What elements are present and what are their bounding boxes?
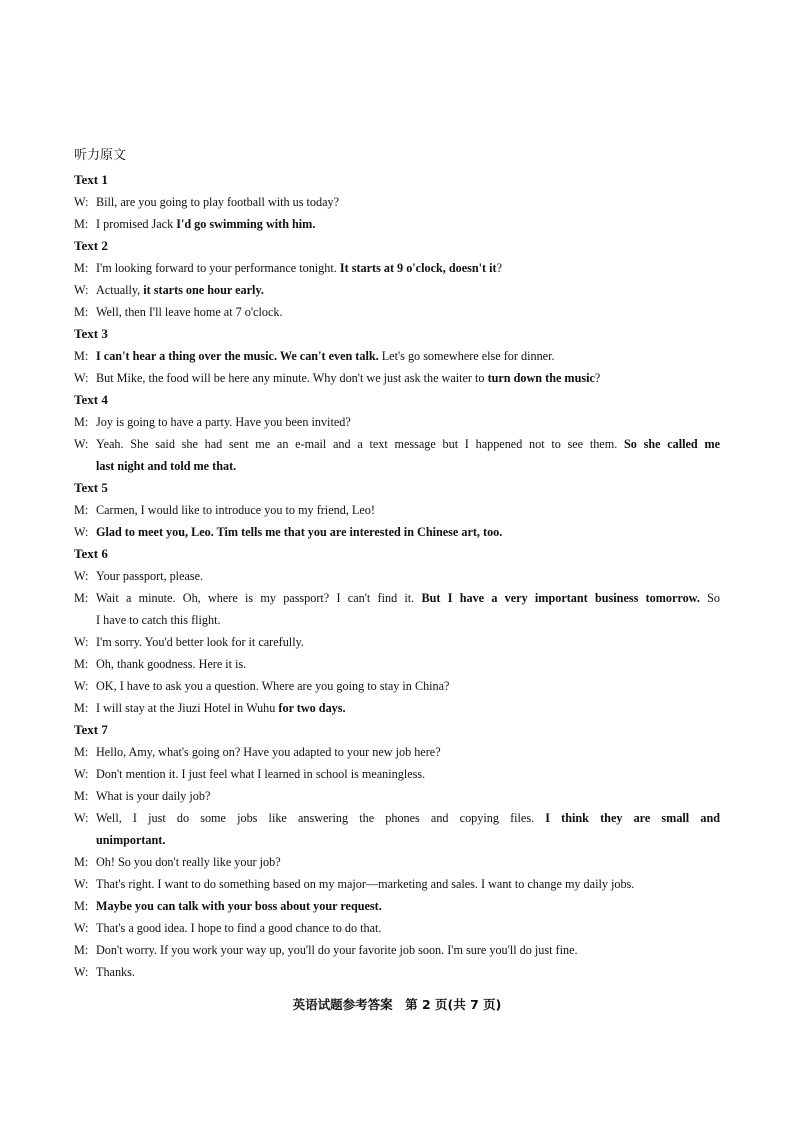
speaker-label: W: xyxy=(74,525,89,539)
utterance-text: That's right. I want to do something based on my major—marketing and sales. I want to change my daily jobs. xyxy=(96,877,635,891)
utterance xyxy=(96,745,441,759)
emphasized-text: I'd go swimming with him. xyxy=(176,217,316,231)
utterance xyxy=(96,283,264,297)
text-heading: Text 2 xyxy=(74,238,108,253)
utterance xyxy=(96,965,135,979)
text-section xyxy=(74,389,720,477)
utterance-text: Carmen, I would like to introduce you to my friend, Leo! xyxy=(96,503,375,517)
dialogue-line xyxy=(74,587,720,609)
dialogue-line-continuation xyxy=(74,609,720,631)
speaker-label: W: xyxy=(74,283,89,297)
emphasized-text: it starts one hour early. xyxy=(143,283,264,297)
dialogue-line xyxy=(74,785,720,807)
utterance-text: Oh, thank goodness. Here it is. xyxy=(96,657,247,671)
dialogue-line xyxy=(74,499,720,521)
speaker-label: M: xyxy=(74,349,89,363)
utterance-text: Hello, Amy, what's going on? Have you adapted to your new job here? xyxy=(96,745,441,759)
speaker-label: W: xyxy=(74,965,89,979)
utterance-text: I promised Jack xyxy=(96,217,177,231)
dialogue-line xyxy=(74,851,720,873)
utterance xyxy=(96,789,210,803)
speaker-label: W: xyxy=(74,679,89,693)
utterance-text: I will stay at the Jiuzi Hotel in Wuhu xyxy=(96,701,279,715)
utterance xyxy=(96,349,555,363)
dialogue-line-continuation xyxy=(74,829,720,851)
speaker-label: W: xyxy=(74,767,89,781)
dialogue-line xyxy=(74,939,720,961)
dialogue-line xyxy=(74,917,720,939)
utterance xyxy=(96,305,283,319)
speaker-label: M: xyxy=(74,701,89,715)
speaker-label: M: xyxy=(74,745,89,759)
text-heading: Text 6 xyxy=(74,546,108,561)
speaker-label: W: xyxy=(74,437,89,451)
utterance-text: What is your daily job? xyxy=(96,789,211,803)
utterance-text: Thanks. xyxy=(96,965,135,979)
utterance xyxy=(96,899,382,913)
utterance xyxy=(96,807,720,829)
dialogue-line xyxy=(74,433,720,455)
utterance xyxy=(96,459,236,473)
utterance xyxy=(96,877,634,891)
utterance xyxy=(96,767,425,781)
text-heading: Text 1 xyxy=(74,172,108,187)
speaker-label: M: xyxy=(74,943,89,957)
text-heading: Text 4 xyxy=(74,392,108,407)
utterance-text: Well, then I'll leave home at 7 o'clock. xyxy=(96,305,283,319)
utterance xyxy=(96,503,375,517)
emphasized-text: Glad to meet you, Leo. Tim tells me that you are interested in Chinese art, too. xyxy=(96,525,503,539)
text-heading: Text 7 xyxy=(74,722,108,737)
utterance xyxy=(96,261,502,275)
transcript-sections xyxy=(74,169,720,983)
dialogue-line xyxy=(74,675,720,697)
dialogue-line xyxy=(74,565,720,587)
utterance xyxy=(96,855,281,869)
utterance-text: Don't mention it. I just feel what I learned in school is meaningless. xyxy=(96,767,426,781)
utterance xyxy=(96,569,203,583)
dialogue-line xyxy=(74,257,720,279)
dialogue-line xyxy=(74,741,720,763)
text-heading: Text 5 xyxy=(74,480,108,495)
emphasized-text: unimportant. xyxy=(96,833,166,847)
dialogue-line xyxy=(74,873,720,895)
utterance-text: Wait a minute. Oh, where is my passport? I can't find it. xyxy=(96,591,422,605)
utterance xyxy=(96,217,315,231)
speaker-label: M: xyxy=(74,261,89,275)
speaker-label: W: xyxy=(74,371,89,385)
utterance xyxy=(96,415,351,429)
utterance xyxy=(96,657,246,671)
emphasized-text: But I have a very important business tomorrow. xyxy=(421,591,700,605)
utterance xyxy=(96,525,502,539)
utterance-text: I'm sorry. You'd better look for it carefully. xyxy=(96,635,304,649)
utterance xyxy=(96,679,449,693)
utterance xyxy=(96,433,720,455)
speaker-label: M: xyxy=(74,789,89,803)
speaker-label: W: xyxy=(74,569,89,583)
utterance-text: ? xyxy=(594,371,601,385)
dialogue-line xyxy=(74,697,720,719)
speaker-label: M: xyxy=(74,217,89,231)
dialogue-line xyxy=(74,653,720,675)
utterance-text: Your passport, please. xyxy=(96,569,204,583)
utterance-text: That's a good idea. I hope to find a good chance to do that. xyxy=(96,921,382,935)
utterance-text: Joy is going to have a party. Have you been invited? xyxy=(96,415,351,429)
utterance-text: Yeah. She said she had sent me an e-mail and a text message but I happened not to see them. xyxy=(96,437,624,451)
emphasized-text: I think they are small and xyxy=(545,811,720,825)
emphasized-text: for two days. xyxy=(278,701,346,715)
dialogue-line xyxy=(74,763,720,785)
transcript-document xyxy=(74,146,720,983)
emphasized-text: It starts at 9 o'clock, doesn't it xyxy=(339,261,497,275)
utterance-text: OK, I have to ask you a question. Where are you going to stay in China? xyxy=(96,679,450,693)
utterance-text: Well, I just do some jobs like answering the phones and copying files. xyxy=(96,811,546,825)
dialogue-line xyxy=(74,961,720,983)
utterance xyxy=(96,701,346,715)
speaker-label: W: xyxy=(74,811,89,825)
dialogue-line xyxy=(74,301,720,323)
page-footer: 英语试题参考答案 第 2 页(共 7 页) xyxy=(292,997,502,1012)
dialogue-line xyxy=(74,631,720,653)
text-section xyxy=(74,477,720,543)
utterance-text: Let's go somewhere else for dinner. xyxy=(378,349,555,363)
dialogue-line xyxy=(74,895,720,917)
dialogue-line xyxy=(74,213,720,235)
text-section xyxy=(74,323,720,389)
speaker-label: M: xyxy=(74,591,89,605)
emphasized-text: So she called me xyxy=(623,437,721,451)
utterance-text: So xyxy=(699,591,720,605)
utterance xyxy=(96,195,339,209)
speaker-label: M: xyxy=(74,657,89,671)
utterance-text: Oh! So you don't really like your job? xyxy=(96,855,281,869)
utterance-text: Bill, are you going to play football with us today? xyxy=(96,195,340,209)
page-title: 听力原文 xyxy=(74,147,127,162)
utterance xyxy=(96,613,221,627)
dialogue-line xyxy=(74,367,720,389)
utterance-text: I have to catch this flight. xyxy=(96,613,221,627)
dialogue-line xyxy=(74,191,720,213)
speaker-label: W: xyxy=(74,921,89,935)
text-section xyxy=(74,169,720,235)
text-section xyxy=(74,235,720,323)
text-section xyxy=(74,543,720,719)
speaker-label: W: xyxy=(74,635,89,649)
utterance xyxy=(96,943,578,957)
emphasized-text: Maybe you can talk with your boss about your request. xyxy=(96,899,382,913)
speaker-label: M: xyxy=(74,305,89,319)
utterance-text: ? xyxy=(496,261,503,275)
utterance-text: I'm looking forward to your performance tonight. xyxy=(96,261,340,275)
speaker-label: W: xyxy=(74,195,89,209)
speaker-label: M: xyxy=(74,415,89,429)
emphasized-text: last night and told me that. xyxy=(96,459,237,473)
dialogue-line xyxy=(74,411,720,433)
dialogue-line xyxy=(74,807,720,829)
emphasized-text: turn down the music xyxy=(487,371,595,385)
speaker-label: W: xyxy=(74,877,89,891)
utterance xyxy=(96,833,165,847)
utterance xyxy=(96,371,600,385)
utterance xyxy=(96,587,720,609)
speaker-label: M: xyxy=(74,503,89,517)
utterance xyxy=(96,921,381,935)
utterance xyxy=(96,635,304,649)
text-heading: Text 3 xyxy=(74,326,108,341)
speaker-label: M: xyxy=(74,899,89,913)
utterance-text: Actually, xyxy=(96,283,144,297)
text-section xyxy=(74,719,720,983)
dialogue-line xyxy=(74,521,720,543)
speaker-label: M: xyxy=(74,855,89,869)
emphasized-text: I can't hear a thing over the music. We can't even talk. xyxy=(96,349,379,363)
dialogue-line-continuation xyxy=(74,455,720,477)
utterance-text: Don't worry. If you work your way up, you'll do your favorite job soon. I'm sure you'll do just fine. xyxy=(96,943,578,957)
dialogue-line xyxy=(74,279,720,301)
utterance-text: But Mike, the food will be here any minute. Why don't we just ask the waiter to xyxy=(96,371,488,385)
dialogue-line xyxy=(74,345,720,367)
